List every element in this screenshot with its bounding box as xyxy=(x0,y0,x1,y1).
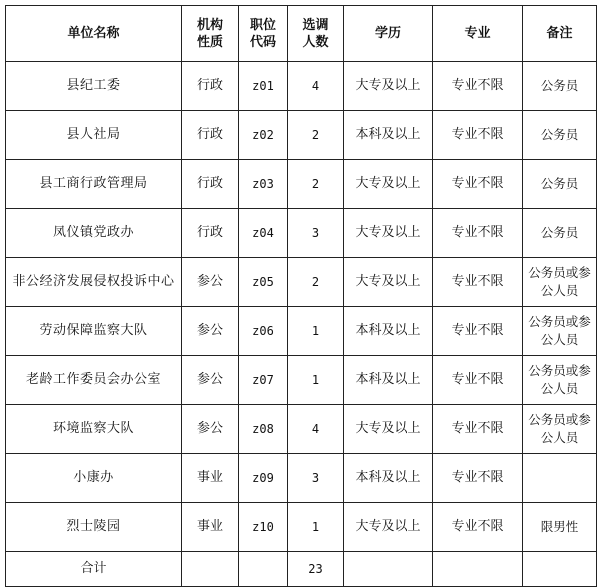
total-empty xyxy=(182,552,239,587)
cell-unit-name: 凤仪镇党政办 xyxy=(6,209,182,258)
cell-education: 大专及以上 xyxy=(344,503,433,552)
header-unit-name: 单位名称 xyxy=(6,6,182,62)
cell-position-code: z06 xyxy=(239,307,288,356)
header-position-code xyxy=(239,6,288,62)
header-row xyxy=(6,6,597,62)
table-row xyxy=(6,160,597,209)
cell-education: 大专及以上 xyxy=(344,209,433,258)
total-empty xyxy=(344,552,433,587)
cell-position-code: z04 xyxy=(239,209,288,258)
cell-org-nature: 参公 xyxy=(182,307,239,356)
cell-major: 专业不限 xyxy=(433,503,523,552)
cell-org-nature: 事业 xyxy=(182,503,239,552)
cell-org-nature: 事业 xyxy=(182,454,239,503)
cell-remark: 公务员或参公人员 xyxy=(523,356,597,405)
cell-remark xyxy=(523,454,597,503)
cell-education: 本科及以上 xyxy=(344,307,433,356)
cell-major: 专业不限 xyxy=(433,356,523,405)
total-label: 合计 xyxy=(6,552,182,587)
total-row xyxy=(6,552,597,587)
cell-remark: 公务员 xyxy=(523,62,597,111)
cell-selection-count: 4 xyxy=(288,405,344,454)
cell-position-code: z08 xyxy=(239,405,288,454)
cell-position-code: z07 xyxy=(239,356,288,405)
cell-major: 专业不限 xyxy=(433,209,523,258)
total-empty xyxy=(433,552,523,587)
header-org-nature-line2: 性质 xyxy=(196,34,223,50)
cell-unit-name: 县工商行政管理局 xyxy=(6,160,182,209)
cell-position-code: z02 xyxy=(239,111,288,160)
header-position-code-line1: 职位 xyxy=(249,17,276,33)
cell-major: 专业不限 xyxy=(433,454,523,503)
cell-unit-name: 非公经济发展侵权投诉中心 xyxy=(6,258,182,307)
cell-unit-name: 县纪工委 xyxy=(6,62,182,111)
header-major: 专业 xyxy=(433,6,523,62)
table-row xyxy=(6,62,597,111)
cell-selection-count: 1 xyxy=(288,307,344,356)
cell-major: 专业不限 xyxy=(433,62,523,111)
cell-remark: 公务员或参公人员 xyxy=(523,307,597,356)
cell-selection-count: 4 xyxy=(288,62,344,111)
header-selection-count xyxy=(288,6,344,62)
cell-org-nature: 行政 xyxy=(182,111,239,160)
header-remark: 备注 xyxy=(523,6,597,62)
cell-remark: 公务员 xyxy=(523,111,597,160)
cell-remark: 公务员 xyxy=(523,209,597,258)
cell-unit-name: 烈士陵园 xyxy=(6,503,182,552)
header-org-nature xyxy=(182,6,239,62)
table-row xyxy=(6,405,597,454)
header-education: 学历 xyxy=(344,6,433,62)
cell-org-nature: 行政 xyxy=(182,160,239,209)
cell-major: 专业不限 xyxy=(433,258,523,307)
table-row xyxy=(6,454,597,503)
cell-remark: 公务员 xyxy=(523,160,597,209)
table-row xyxy=(6,258,597,307)
total-empty xyxy=(239,552,288,587)
cell-education: 大专及以上 xyxy=(344,62,433,111)
cell-org-nature: 参公 xyxy=(182,258,239,307)
cell-position-code: z05 xyxy=(239,258,288,307)
total-empty xyxy=(523,552,597,587)
cell-education: 本科及以上 xyxy=(344,356,433,405)
cell-remark: 公务员或参公人员 xyxy=(523,405,597,454)
cell-major: 专业不限 xyxy=(433,111,523,160)
cell-selection-count: 1 xyxy=(288,503,344,552)
table-row xyxy=(6,356,597,405)
cell-unit-name: 环境监察大队 xyxy=(6,405,182,454)
table-row xyxy=(6,503,597,552)
recruitment-table xyxy=(5,5,597,587)
total-count: 23 xyxy=(288,552,344,587)
cell-position-code: z01 xyxy=(239,62,288,111)
cell-education: 大专及以上 xyxy=(344,258,433,307)
cell-org-nature: 参公 xyxy=(182,405,239,454)
cell-major: 专业不限 xyxy=(433,405,523,454)
cell-position-code: z10 xyxy=(239,503,288,552)
cell-major: 专业不限 xyxy=(433,307,523,356)
cell-unit-name: 县人社局 xyxy=(6,111,182,160)
header-selection-count-line2: 人数 xyxy=(302,34,329,50)
cell-education: 大专及以上 xyxy=(344,405,433,454)
header-position-code-line2: 代码 xyxy=(249,34,276,50)
cell-education: 本科及以上 xyxy=(344,111,433,160)
cell-selection-count: 3 xyxy=(288,454,344,503)
cell-selection-count: 3 xyxy=(288,209,344,258)
table-row xyxy=(6,111,597,160)
table-row xyxy=(6,307,597,356)
cell-org-nature: 参公 xyxy=(182,356,239,405)
cell-education: 本科及以上 xyxy=(344,454,433,503)
cell-unit-name: 劳动保障监察大队 xyxy=(6,307,182,356)
cell-unit-name: 老龄工作委员会办公室 xyxy=(6,356,182,405)
cell-selection-count: 2 xyxy=(288,111,344,160)
cell-major: 专业不限 xyxy=(433,160,523,209)
cell-position-code: z03 xyxy=(239,160,288,209)
cell-remark: 限男性 xyxy=(523,503,597,552)
cell-selection-count: 1 xyxy=(288,356,344,405)
header-selection-count-line1: 选调 xyxy=(302,17,329,33)
cell-education: 大专及以上 xyxy=(344,160,433,209)
cell-org-nature: 行政 xyxy=(182,209,239,258)
cell-remark: 公务员或参公人员 xyxy=(523,258,597,307)
table-row xyxy=(6,209,597,258)
cell-org-nature: 行政 xyxy=(182,62,239,111)
cell-selection-count: 2 xyxy=(288,258,344,307)
cell-position-code: z09 xyxy=(239,454,288,503)
cell-unit-name: 小康办 xyxy=(6,454,182,503)
header-org-nature-line1: 机构 xyxy=(196,17,223,33)
cell-selection-count: 2 xyxy=(288,160,344,209)
